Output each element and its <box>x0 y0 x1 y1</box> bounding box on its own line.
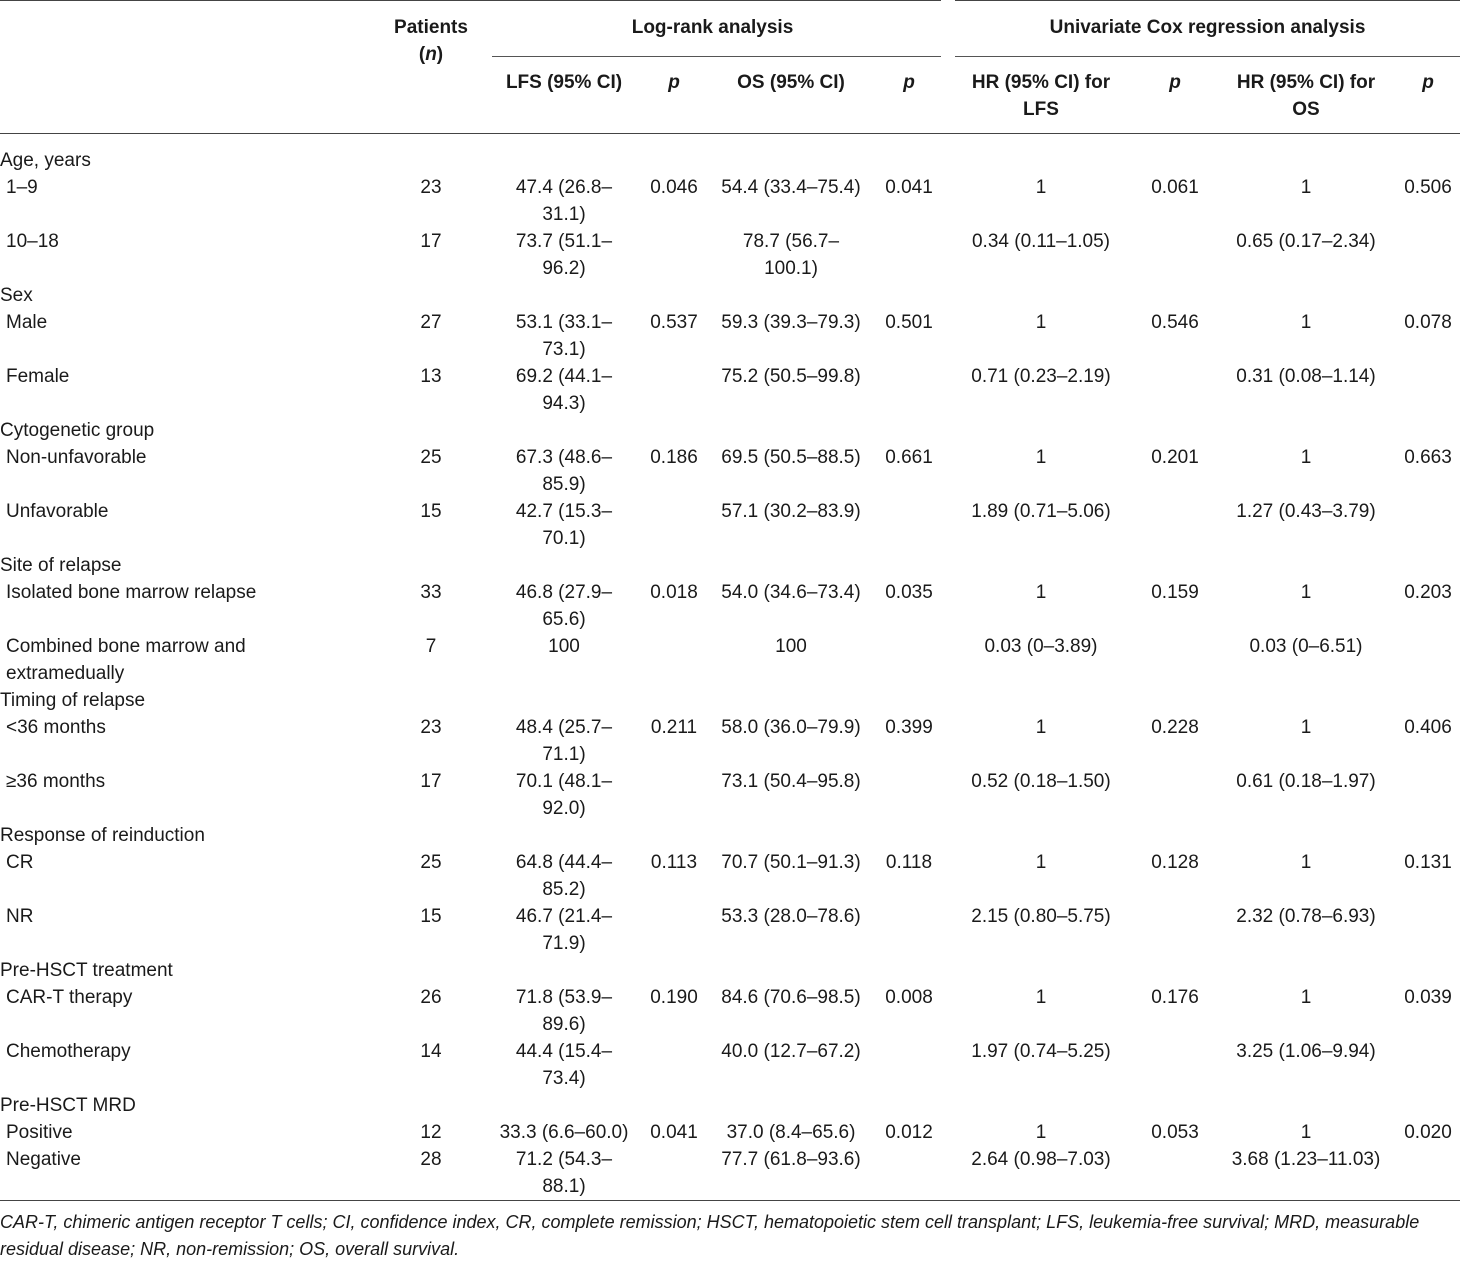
patients-cell: 12 <box>420 1122 442 1143</box>
p-os-cell <box>870 633 948 687</box>
patients-cell: 14 <box>420 1041 442 1062</box>
lfs-cell-line: 70.1 (48.1– <box>515 771 613 792</box>
lfs-cell-line: 89.6) <box>542 1014 586 1035</box>
hr-lfs-cell: 2.64 (0.98–7.03) <box>971 1149 1111 1170</box>
os-cell-line: 77.7 (61.8–93.6) <box>721 1149 861 1170</box>
p-hr-lfs-cell: 0.228 <box>1151 717 1199 738</box>
os-cell <box>712 1119 870 1146</box>
p-lfs-cell <box>636 633 712 687</box>
table-row <box>0 579 1460 633</box>
p-hr-lfs-cell: 0.061 <box>1151 177 1199 198</box>
patients-cell: 27 <box>420 312 442 333</box>
p-os-cell <box>870 363 948 417</box>
p-os-cell <box>870 903 948 957</box>
table-row <box>0 849 1460 903</box>
p-os-cell <box>870 1038 948 1092</box>
patients-cell: 28 <box>420 1149 442 1170</box>
table-row <box>0 984 1460 1038</box>
p-lfs-cell: 0.113 <box>650 852 698 873</box>
hr-os-cell: 1 <box>1300 447 1312 468</box>
os-cell <box>712 309 870 363</box>
p-hr-lfs-cell <box>1134 1038 1216 1092</box>
patients-cell: 15 <box>420 501 442 522</box>
p-os-cell <box>870 1146 948 1201</box>
os-cell <box>712 1146 870 1201</box>
footnote: CAR-T, chimeric antigen receptor T cells; CI, confidence index, CR, complete remission; HSCT, hematopoietic stem cell transplant; LFS, leukemia-free survival; MRD, measurable residual disease; NR, non-remission; OS, overall survival. <box>0 1201 1460 1264</box>
group-row <box>0 417 1460 444</box>
os-cell-line: 100 <box>775 636 807 657</box>
patients-cell: 26 <box>420 987 442 1008</box>
p-hr-os-cell: 0.020 <box>1404 1122 1452 1143</box>
hr-lfs-cell: 1 <box>1035 717 1047 738</box>
table-row <box>0 228 1460 282</box>
os-cell <box>712 174 870 228</box>
p-hr-lfs-cell <box>1134 633 1216 687</box>
table-row <box>0 1146 1460 1201</box>
hr-lfs-cell: 1 <box>1035 447 1047 468</box>
os-cell-line: 70.7 (50.1–91.3) <box>721 852 861 873</box>
lfs-cell <box>492 309 636 363</box>
p-hr-lfs-cell: 0.053 <box>1151 1122 1199 1143</box>
header-p-hr-os <box>1396 57 1460 134</box>
lfs-cell-line: 71.8 (53.9– <box>515 987 613 1008</box>
patients-cell: 7 <box>425 636 437 657</box>
header-cox-label: Univariate Cox regression analysis <box>1049 17 1366 38</box>
p-hr-os-cell <box>1396 1146 1460 1201</box>
hr-os-cell: 0.03 (0–6.51) <box>1249 636 1363 657</box>
row-label: Non-unfavorable <box>6 447 147 468</box>
hr-os-cell: 1 <box>1300 717 1312 738</box>
row-label: Negative <box>6 1149 81 1170</box>
os-cell-line: 54.4 (33.4–75.4) <box>721 177 861 198</box>
table-row <box>0 903 1460 957</box>
table-row <box>0 309 1460 363</box>
hr-lfs-cell: 1.97 (0.74–5.25) <box>971 1041 1111 1062</box>
lfs-cell-line: 64.8 (44.4– <box>515 852 613 873</box>
os-cell-line: 59.3 (39.3–79.3) <box>721 312 861 333</box>
hr-os-cell: 1 <box>1300 852 1312 873</box>
lfs-cell-line: 44.4 (15.4– <box>515 1041 613 1062</box>
os-cell <box>712 768 870 822</box>
hr-lfs-cell: 1 <box>1035 1122 1047 1143</box>
lfs-cell-line: 67.3 (48.6– <box>515 447 613 468</box>
lfs-cell-line: 85.2) <box>542 879 586 900</box>
hr-lfs-cell: 1 <box>1035 312 1047 333</box>
group-label: Pre-HSCT MRD <box>0 1095 136 1116</box>
os-cell-line: 69.5 (50.5–88.5) <box>721 447 861 468</box>
lfs-cell-line: 70.1) <box>542 528 586 549</box>
lfs-cell-line: 42.7 (15.3– <box>515 501 613 522</box>
p-lfs-cell: 0.211 <box>650 717 698 738</box>
lfs-cell-line: 94.3) <box>542 393 586 414</box>
p-lfs-cell <box>636 1038 712 1092</box>
p-hr-os-cell: 0.663 <box>1404 447 1452 468</box>
os-cell-line: 57.1 (30.2–83.9) <box>721 501 861 522</box>
p-hr-os-cell <box>1396 633 1460 687</box>
p-hr-lfs-cell <box>1134 363 1216 417</box>
header-p-lfs-label: p <box>668 72 680 93</box>
patients-cell: 13 <box>420 366 442 387</box>
os-cell-line: 40.0 (12.7–67.2) <box>721 1041 861 1062</box>
hr-lfs-cell: 0.03 (0–3.89) <box>984 636 1098 657</box>
p-os-cell: 0.661 <box>885 447 933 468</box>
p-lfs-cell <box>636 768 712 822</box>
lfs-cell <box>492 768 636 822</box>
header-hr-lfs-line1: HR (95% CI) for <box>971 72 1111 93</box>
group-row <box>0 957 1460 984</box>
os-cell-line: 58.0 (36.0–79.9) <box>721 717 861 738</box>
p-hr-lfs-cell <box>1134 903 1216 957</box>
group-label: Pre-HSCT treatment <box>0 960 173 981</box>
header-log-rank <box>492 1 948 57</box>
table-body <box>0 134 1460 1201</box>
p-lfs-cell: 0.190 <box>650 987 698 1008</box>
lfs-cell-line: 71.2 (54.3– <box>515 1149 613 1170</box>
os-cell <box>712 984 870 1038</box>
lfs-cell <box>492 849 636 903</box>
p-hr-lfs-cell <box>1134 1146 1216 1201</box>
hr-lfs-cell: 0.71 (0.23–2.19) <box>971 366 1111 387</box>
lfs-cell-line: 92.0) <box>542 798 586 819</box>
p-hr-lfs-cell <box>1134 228 1216 282</box>
p-lfs-cell <box>636 498 712 552</box>
lfs-cell <box>492 174 636 228</box>
lfs-cell-line: 47.4 (26.8– <box>515 177 613 198</box>
lfs-cell-line: 96.2) <box>542 258 586 279</box>
os-cell-line: 37.0 (8.4–65.6) <box>726 1122 856 1143</box>
p-lfs-cell: 0.018 <box>650 582 698 603</box>
lfs-cell-line: 69.2 (44.1– <box>515 366 613 387</box>
group-row <box>0 552 1460 579</box>
row-label: Male <box>6 312 48 333</box>
os-cell-line: 54.0 (34.6–73.4) <box>721 582 861 603</box>
header-blank <box>0 1 370 57</box>
hr-os-cell: 1.27 (0.43–3.79) <box>1236 501 1376 522</box>
os-cell-line: 53.3 (28.0–78.6) <box>721 906 861 927</box>
hr-lfs-cell: 2.15 (0.80–5.75) <box>971 906 1111 927</box>
lfs-cell-line: 48.4 (25.7– <box>515 717 613 738</box>
hr-os-cell: 1 <box>1300 312 1312 333</box>
p-hr-os-cell: 0.406 <box>1404 717 1452 738</box>
os-cell <box>712 228 870 282</box>
hr-os-cell: 3.25 (1.06–9.94) <box>1236 1041 1376 1062</box>
table-row <box>0 174 1460 228</box>
lfs-cell-line: 73.7 (51.1– <box>515 231 613 252</box>
p-hr-os-cell: 0.131 <box>1404 852 1452 873</box>
os-cell-line: 84.6 (70.6–98.5) <box>721 987 861 1008</box>
patients-cell: 25 <box>420 852 442 873</box>
group-row <box>0 282 1460 309</box>
table-header <box>0 1 1460 134</box>
header-p-lfs <box>636 57 712 134</box>
group-label: Site of relapse <box>0 555 122 576</box>
group-label: Timing of relapse <box>0 690 146 711</box>
row-label: Isolated bone marrow relapse <box>6 582 257 603</box>
header-hr-lfs <box>948 57 1134 134</box>
table-row <box>0 633 1460 687</box>
lfs-cell <box>492 579 636 633</box>
group-row <box>0 822 1460 849</box>
header-hr-os <box>1216 57 1396 134</box>
p-lfs-cell <box>636 903 712 957</box>
group-label: Sex <box>0 285 33 306</box>
os-cell <box>712 1038 870 1092</box>
lfs-cell-line: 73.4) <box>542 1068 586 1089</box>
header-p-hr-lfs <box>1134 57 1216 134</box>
lfs-cell-line: 53.1 (33.1– <box>515 312 613 333</box>
p-lfs-cell <box>636 363 712 417</box>
lfs-cell <box>492 984 636 1038</box>
hr-os-cell: 1 <box>1300 177 1312 198</box>
os-cell <box>712 849 870 903</box>
row-label: Unfavorable <box>6 501 109 522</box>
hr-lfs-cell: 1 <box>1035 177 1047 198</box>
hr-lfs-cell: 0.34 (0.11–1.05) <box>971 231 1111 252</box>
hr-os-cell: 1 <box>1300 987 1312 1008</box>
hr-lfs-cell: 0.52 (0.18–1.50) <box>971 771 1111 792</box>
p-os-cell: 0.008 <box>885 987 933 1008</box>
lfs-cell <box>492 363 636 417</box>
os-cell <box>712 714 870 768</box>
header-cox <box>948 1 1460 57</box>
p-os-cell <box>870 498 948 552</box>
lfs-cell-line: 46.8 (27.9– <box>515 582 613 603</box>
lfs-cell <box>492 633 636 687</box>
lfs-cell <box>492 228 636 282</box>
p-hr-os-cell: 0.039 <box>1404 987 1452 1008</box>
row-label: <36 months <box>6 717 106 738</box>
group-row <box>0 134 1460 175</box>
header-hr-lfs-line2: LFS <box>1023 99 1059 120</box>
lfs-cell <box>492 444 636 498</box>
patients-cell: 23 <box>420 177 442 198</box>
lfs-cell-line: 65.6) <box>542 609 586 630</box>
os-cell <box>712 363 870 417</box>
os-cell-line: 75.2 (50.5–99.8) <box>721 366 861 387</box>
group-row <box>0 1092 1460 1119</box>
row-label: Combined bone marrow and extramedually <box>6 636 246 684</box>
p-hr-lfs-cell <box>1134 768 1216 822</box>
patients-cell: 33 <box>420 582 442 603</box>
table-row <box>0 768 1460 822</box>
lfs-cell <box>492 1119 636 1146</box>
os-cell-line: 100.1) <box>764 258 818 279</box>
lfs-cell <box>492 1146 636 1201</box>
table-row <box>0 1119 1460 1146</box>
header-blank-2 <box>0 57 370 134</box>
p-os-cell <box>870 768 948 822</box>
os-cell <box>712 444 870 498</box>
row-label: 1–9 <box>6 177 38 198</box>
p-hr-os-cell <box>1396 768 1460 822</box>
p-hr-os-cell <box>1396 228 1460 282</box>
header-os-ci: OS (95% CI) <box>737 72 845 93</box>
lfs-cell-line: 31.1) <box>542 204 586 225</box>
p-os-cell: 0.118 <box>885 852 933 873</box>
row-label: Chemotherapy <box>6 1041 131 1062</box>
p-os-cell: 0.041 <box>885 177 933 198</box>
p-lfs-cell: 0.046 <box>650 177 698 198</box>
p-lfs-cell: 0.186 <box>650 447 698 468</box>
group-row <box>0 687 1460 714</box>
lfs-cell <box>492 1038 636 1092</box>
p-hr-os-cell: 0.078 <box>1404 312 1452 333</box>
hr-os-cell: 1 <box>1300 582 1312 603</box>
row-label: ≥36 months <box>6 771 106 792</box>
p-hr-lfs-cell: 0.201 <box>1151 447 1199 468</box>
table-row <box>0 444 1460 498</box>
p-hr-os-cell <box>1396 903 1460 957</box>
p-hr-lfs-cell: 0.159 <box>1151 582 1199 603</box>
lfs-cell-line: 71.1) <box>542 744 586 765</box>
lfs-cell-line: 33.3 (6.6–60.0) <box>499 1122 629 1143</box>
row-label: 10–18 <box>6 231 59 252</box>
header-hr-os-line2: OS <box>1292 99 1320 120</box>
group-label: Age, years <box>0 150 91 171</box>
p-os-cell: 0.399 <box>885 717 933 738</box>
header-lfs-ci: LFS (95% CI) <box>505 72 623 93</box>
os-cell <box>712 579 870 633</box>
patients-cell: 25 <box>420 447 442 468</box>
os-cell-line: 78.7 (56.7– <box>742 231 840 252</box>
lfs-cell <box>492 498 636 552</box>
p-hr-os-cell <box>1396 498 1460 552</box>
hr-lfs-cell: 1 <box>1035 987 1047 1008</box>
header-p-os <box>870 57 948 134</box>
patients-cell: 15 <box>420 906 442 927</box>
os-cell-line: 73.1 (50.4–95.8) <box>721 771 861 792</box>
lfs-cell-line: 46.7 (21.4– <box>515 906 613 927</box>
p-lfs-cell: 0.041 <box>650 1122 698 1143</box>
row-label: NR <box>6 906 34 927</box>
group-label: Cytogenetic group <box>0 420 155 441</box>
hr-os-cell: 3.68 (1.23–11.03) <box>1231 1149 1381 1170</box>
row-label: CR <box>6 852 34 873</box>
row-label: Female <box>6 366 70 387</box>
p-lfs-cell <box>636 1146 712 1201</box>
header-hr-os-line1: HR (95% CI) for <box>1236 72 1376 93</box>
hr-lfs-cell: 1 <box>1035 852 1047 873</box>
p-os-cell <box>870 228 948 282</box>
p-lfs-cell: 0.537 <box>650 312 698 333</box>
hr-os-cell: 0.65 (0.17–2.34) <box>1236 231 1376 252</box>
hr-os-cell: 1 <box>1300 1122 1312 1143</box>
table-row <box>0 498 1460 552</box>
p-os-cell: 0.012 <box>885 1122 933 1143</box>
table-row <box>0 363 1460 417</box>
hr-os-cell: 2.32 (0.78–6.93) <box>1236 906 1376 927</box>
hr-os-cell: 0.31 (0.08–1.14) <box>1236 366 1376 387</box>
header-patients: Patients (n) <box>394 17 468 65</box>
p-hr-os-cell <box>1396 1038 1460 1092</box>
p-os-cell: 0.501 <box>885 312 933 333</box>
p-hr-lfs-cell: 0.546 <box>1151 312 1199 333</box>
header-p-os-label: p <box>903 72 915 93</box>
os-cell <box>712 903 870 957</box>
header-p-hr-os-label: p <box>1422 72 1434 93</box>
row-label: CAR-T therapy <box>6 987 133 1008</box>
table-row <box>0 714 1460 768</box>
lfs-cell-line: 73.1) <box>542 339 586 360</box>
header-n-label: n <box>425 44 437 65</box>
lfs-cell-line: 85.9) <box>542 474 586 495</box>
hr-lfs-cell: 1.89 (0.71–5.06) <box>971 501 1111 522</box>
group-label: Response of reinduction <box>0 825 205 846</box>
hr-os-cell: 0.61 (0.18–1.97) <box>1236 771 1376 792</box>
p-lfs-cell <box>636 228 712 282</box>
p-hr-lfs-cell: 0.128 <box>1151 852 1199 873</box>
patients-cell: 23 <box>420 717 442 738</box>
lfs-cell-line: 100 <box>548 636 580 657</box>
p-hr-lfs-cell <box>1134 498 1216 552</box>
header-log-rank-label: Log-rank analysis <box>631 17 794 38</box>
p-os-cell: 0.035 <box>885 582 933 603</box>
table-row <box>0 1038 1460 1092</box>
header-patients-label: Patients <box>394 17 468 38</box>
os-cell <box>712 498 870 552</box>
p-hr-os-cell: 0.506 <box>1404 177 1452 198</box>
os-cell <box>712 633 870 687</box>
p-hr-lfs-cell: 0.176 <box>1151 987 1199 1008</box>
lfs-cell-line: 88.1) <box>542 1176 586 1197</box>
row-label: Positive <box>6 1122 73 1143</box>
lfs-cell-line: 71.9) <box>542 933 586 954</box>
hr-lfs-cell: 1 <box>1035 582 1047 603</box>
header-p-hr-lfs-label: p <box>1169 72 1181 93</box>
p-hr-os-cell <box>1396 363 1460 417</box>
lfs-cell <box>492 714 636 768</box>
lfs-cell <box>492 903 636 957</box>
patients-cell: 17 <box>420 231 442 252</box>
patients-cell: 17 <box>420 771 442 792</box>
p-hr-os-cell: 0.203 <box>1404 582 1452 603</box>
